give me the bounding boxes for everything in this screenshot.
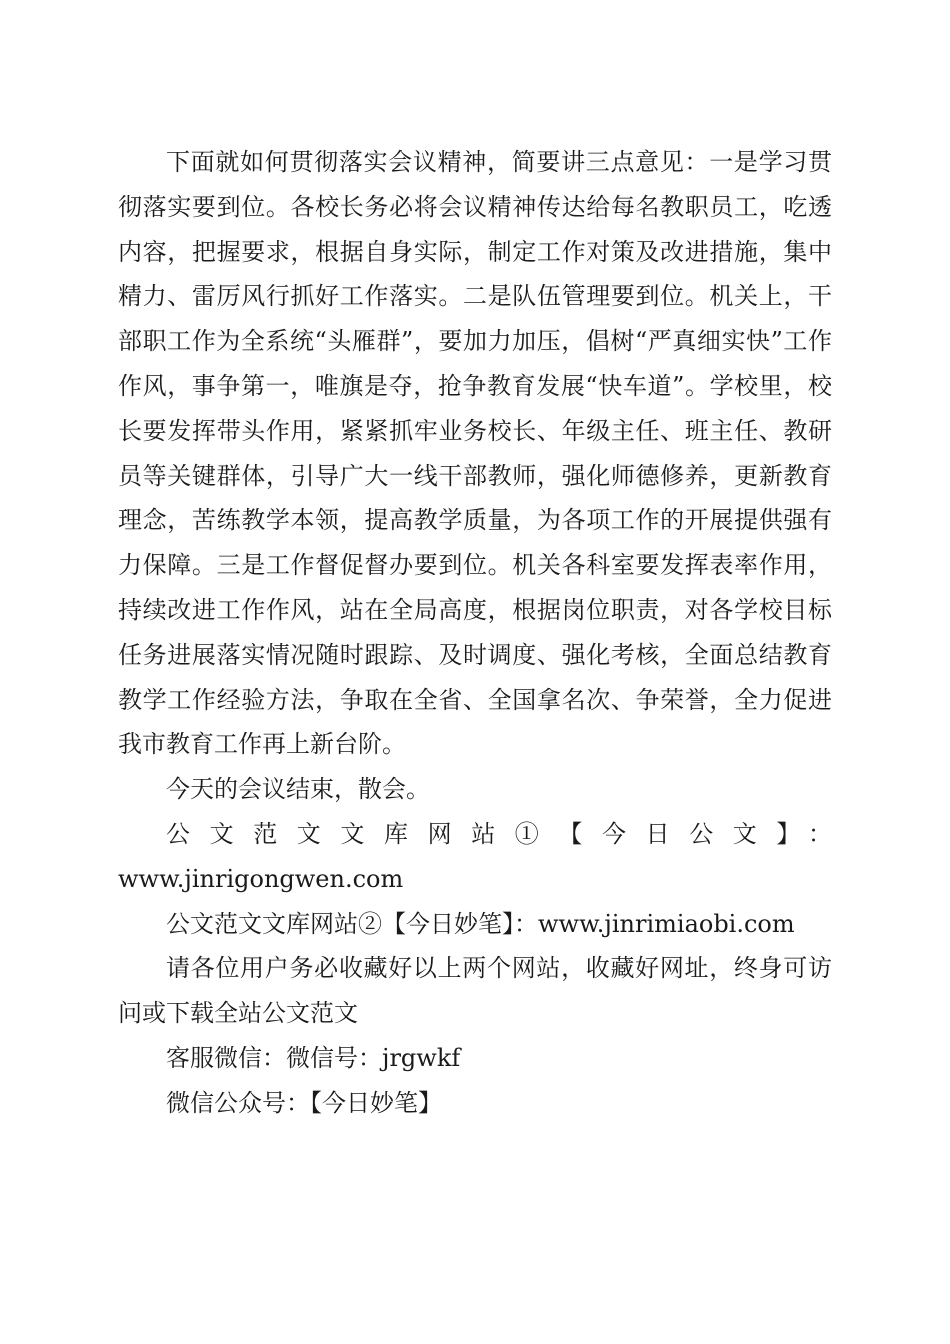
notice-paragraph: 请各位用户务必收藏好以上两个网站，收藏好网址，终身可访问或下载全站公文范文 <box>118 954 832 1028</box>
official-account: 微信公众号：【今日妙笔】 <box>166 1088 442 1117</box>
site1-label: 公文范文文库网站①【今日公文】： <box>166 819 832 848</box>
service-wechat: 客服微信：微信号：jrgwkf <box>166 1043 461 1072</box>
site2-line[interactable]: 公文范文文库网站②【今日妙笔】：www.jinrimiaobi.com <box>166 909 795 938</box>
body-paragraph-2: 今天的会议结束，散会。 <box>166 775 430 804</box>
body-paragraph-1: 下面就如何贯彻落实会议精神，简要讲三点意见：一是学习贯彻落实要到位。各校长务必将会议精神传达给每名教职员工，吃透内容，把握要求，根据自身实际，制定工作对策及改进措施，集中精力、雷厉风行抓好工作落实。二是队伍管理要到位。机关上，干部职工作为全系统“头雁群”，要加力加压，倡树“严真细实快”工作作风，事争第一，唯旗是夺，抢争教育发展“快车道”。学校里，校长要发挥带头作用，紧紧抓牢业务校长、年级主任、班主任、教研员等关键群体，引导广大一线干部教师，强化师德修养，更新教育理念，苦练教学本领，提高教学质量，为各项工作的开展提供强有力保障。三是工作督促督办要到位。机关各科室要发挥表率作用，持续改进工作作风，站在全局高度，根据岗位职责，对各学校目标任务进展落实情况随时跟踪、及时调度、强化考核，全面总结教育教学工作经验方法，争取在全省、全国拿名次、争荣誉，全力促进我市教育工作再上新台阶。 <box>118 148 832 759</box>
document-page <box>118 140 832 1126</box>
site1-url[interactable]: www.jinrigongwen.com <box>118 864 404 893</box>
